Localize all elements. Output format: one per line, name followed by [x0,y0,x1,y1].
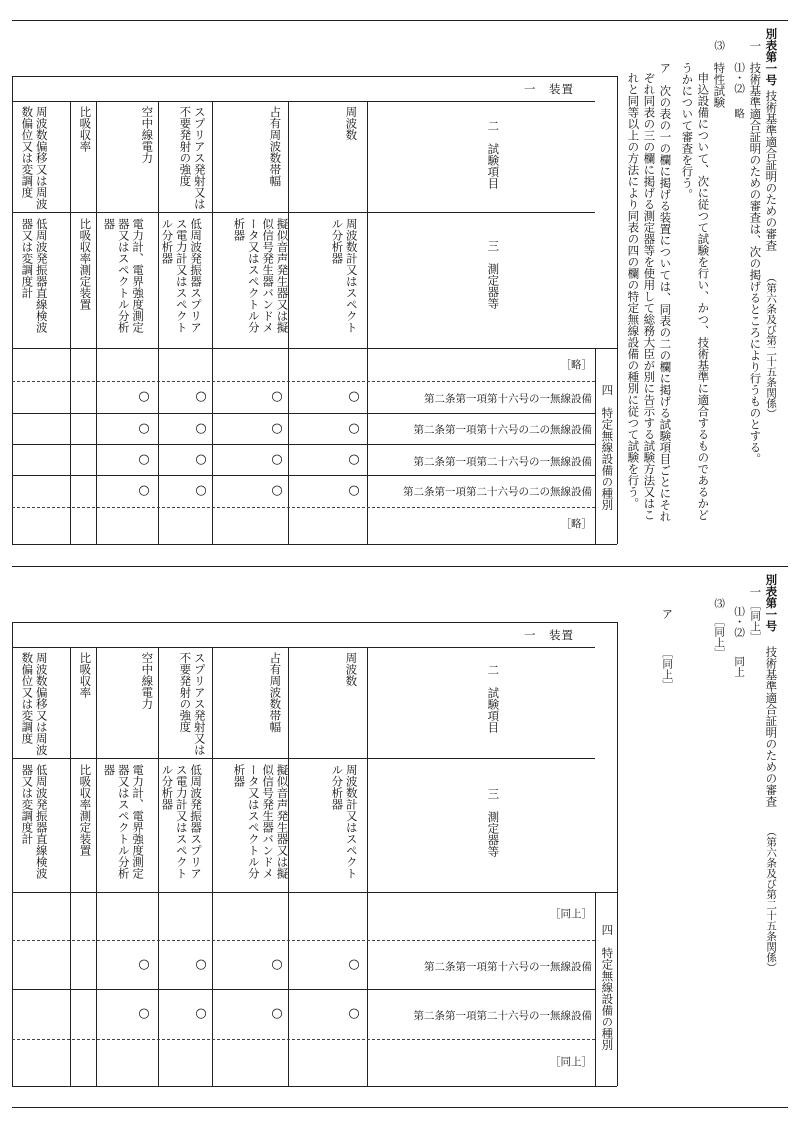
top-instr-frequency: 周波数計又はスペクトル分析器 [330,218,359,333]
bottom-header-2: 二 試験項目 [486,664,501,733]
bottom-header-4: 四 特定無線設備の種別 [600,924,615,1051]
bottom-a-note: ［同上］ [661,648,674,690]
bottom-instr-antenna-power: 電力計、電界強度測定器又はスペクトル分析器 [102,764,146,879]
top-row-mark: ○ [195,389,207,404]
top-row-mark: ○ [138,483,150,498]
bottom-row-mark: ○ [195,1006,207,1021]
top-item-1-text: 技術基準適合証明のための審査は、次の掲げるところにより行うものとする。 [748,62,763,465]
bottom-title-paren: （第六条及び第二十五条関係） [765,826,778,973]
top-table-label: 別表第一号 [764,28,779,86]
bottom-row-mark: ○ [271,1006,283,1021]
top-row-mark: ○ [271,452,283,467]
bottom-item-bandwidth: 占有周波数帯幅 [268,652,283,733]
bottom-sub-3-note: ［同上］ [713,616,726,658]
top-row-mark: ○ [271,483,283,498]
top-row-label: 第二条第一項第十六号の一無線設備 [424,393,592,405]
top-instr-spurious: 低周波発振器スプリアス電力計又はスペクトル分析器 [160,218,204,333]
top-row-mark: ○ [271,389,283,404]
top-row-mark: ○ [348,421,360,436]
bottom-header-3: 三 測定器等 [486,788,501,857]
top-sub-12-note: 略 [733,108,746,119]
top-header-2: 二 試験項目 [486,120,501,189]
top-row-mark: ○ [271,421,283,436]
bottom-sub-12-note: 同上 [733,656,746,677]
top-header-3: 三 測定器等 [486,240,501,309]
top-a-line1: ア 次の表の一の欄に掲げる装置については、同表の二の欄に掲げる試験項目ごとにそれ [658,62,673,522]
top-item-spurious: スプリアス発射又は不要発射の強度 [178,106,207,210]
bottom-item-spurious: スプリアス発射又は不要発射の強度 [178,652,207,756]
top-title-paren: （第六条及び第二十五条関係） [765,272,778,419]
bottom-row-label: 第二条第一項第十六号の一無線設備 [424,961,592,973]
bottom-item-1-prefix: 一 [748,586,763,598]
bottom-item-sar: 比吸収率 [78,652,93,698]
top-sub-3-title: 特性試験 [712,62,727,108]
top-row-label: 第二条第一項第二十六号の一無線設備 [413,456,592,468]
top-row-label: ［略］ [560,518,592,530]
top-item-antenna-power: 空中線電力 [140,106,155,164]
top-row-mark: ○ [195,421,207,436]
top-row-mark: ○ [195,483,207,498]
top-item-frequency: 周波数 [344,106,359,141]
bottom-item-frequency: 周波数 [344,652,359,687]
bottom-row-mark: ○ [348,957,360,972]
bottom-row-mark: ○ [138,957,150,972]
bottom-item-deviation: 周波数偏移又は周波数偏位又は変調度 [20,652,49,756]
top-item-1-prefix: 一 [748,40,763,52]
top-item-deviation: 周波数偏移又は周波数偏位又は変調度 [20,106,49,210]
top-instr-sar: 比吸収率測定装置 [78,218,93,310]
bottom-header-1: 一 装置 [524,628,574,642]
top-sub-12: ⑴・⑵ [733,62,746,94]
bottom-row-mark: ○ [138,1006,150,1021]
top-title-main: 技術基準適合証明のための審査 [764,90,779,251]
bottom-row-mark: ○ [348,1006,360,1021]
top-body-line1: 申込設備について、次に従つて試験を行い、かつ、技術基準に適合するものであるかど [696,72,711,521]
top-row-label: 第二条第一項第二十六号の二の無線設備 [403,486,592,498]
section-divider [12,566,788,567]
top-instr-antenna-power: 電力計、電界強度測定器又はスペクトル分析器 [102,218,146,333]
top-sub-3-mark: ⑶ [713,40,726,51]
bottom-instr-deviation: 低周波発振器直線検波器又は変調度計 [20,764,49,879]
bottom-row-label: ［同上］ [550,1056,592,1068]
top-header-1: 一 装置 [524,82,574,96]
top-row-mark: ○ [348,389,360,404]
top-item-sar: 比吸収率 [78,106,93,152]
top-row-mark: ○ [138,389,150,404]
top-instr-bandwidth: 擬似音声発生器又は擬似信号発生器バンドメータ又はスペクトル分析器 [232,218,290,333]
bottom-sub-3-mark: ⑶ [713,598,726,609]
top-instr-deviation: 低周波発振器直線検波器又は変調度計 [20,218,49,333]
bottom-sub-12: ⑴・⑵ [733,606,746,638]
top-item-bandwidth: 占有周波数帯幅 [268,106,283,187]
top-row-mark: ○ [348,452,360,467]
bottom-row-label: 第二条第一項第二十六号の一無線設備 [413,1010,592,1022]
bottom-a-mark: ア [660,608,675,620]
top-rule [12,20,788,21]
bottom-instr-sar: 比吸収率測定装置 [78,764,93,856]
bottom-rule [12,1107,788,1108]
bottom-row-mark: ○ [271,957,283,972]
bottom-table-label: 別表第一号 [764,574,779,632]
top-row-label: ［略］ [560,359,592,371]
bottom-instr-spurious: 低周波発振器スプリアス電力計又はスペクトル分析器 [160,764,204,879]
top-row-mark: ○ [348,483,360,498]
top-row-mark: ○ [138,452,150,467]
bottom-instr-bandwidth: 擬似音声発生器又は擬似信号発生器バンドメータ又はスペクトル分析器 [232,764,290,879]
top-a-line2: ぞれ同表の三の欄に掲げる測定器等を使用して総務大臣が別に告示する試験方法又はこ [642,72,657,521]
top-a-line3: れと同等以上の方法により同表の四の欄の特定無線設備の種別に従つて試験を行う。 [626,72,641,509]
top-body-line2: うかについて審査を行う。 [680,62,695,200]
top-row-label: 第二条第一項第十六号の二の無線設備 [413,424,592,436]
top-row-mark: ○ [195,452,207,467]
bottom-row-label: ［同上］ [550,908,592,920]
bottom-title-main: 技術基準適合証明のための審査 [764,646,779,807]
top-header-4: 四 特定無線設備の種別 [600,384,615,511]
bottom-item-antenna-power: 空中線電力 [140,652,155,710]
top-row-mark: ○ [138,421,150,436]
bottom-row-mark: ○ [195,957,207,972]
bottom-instr-frequency: 周波数計又はスペクトル分析器 [330,764,359,879]
bottom-item-1-note: ［同上］ [749,600,762,642]
